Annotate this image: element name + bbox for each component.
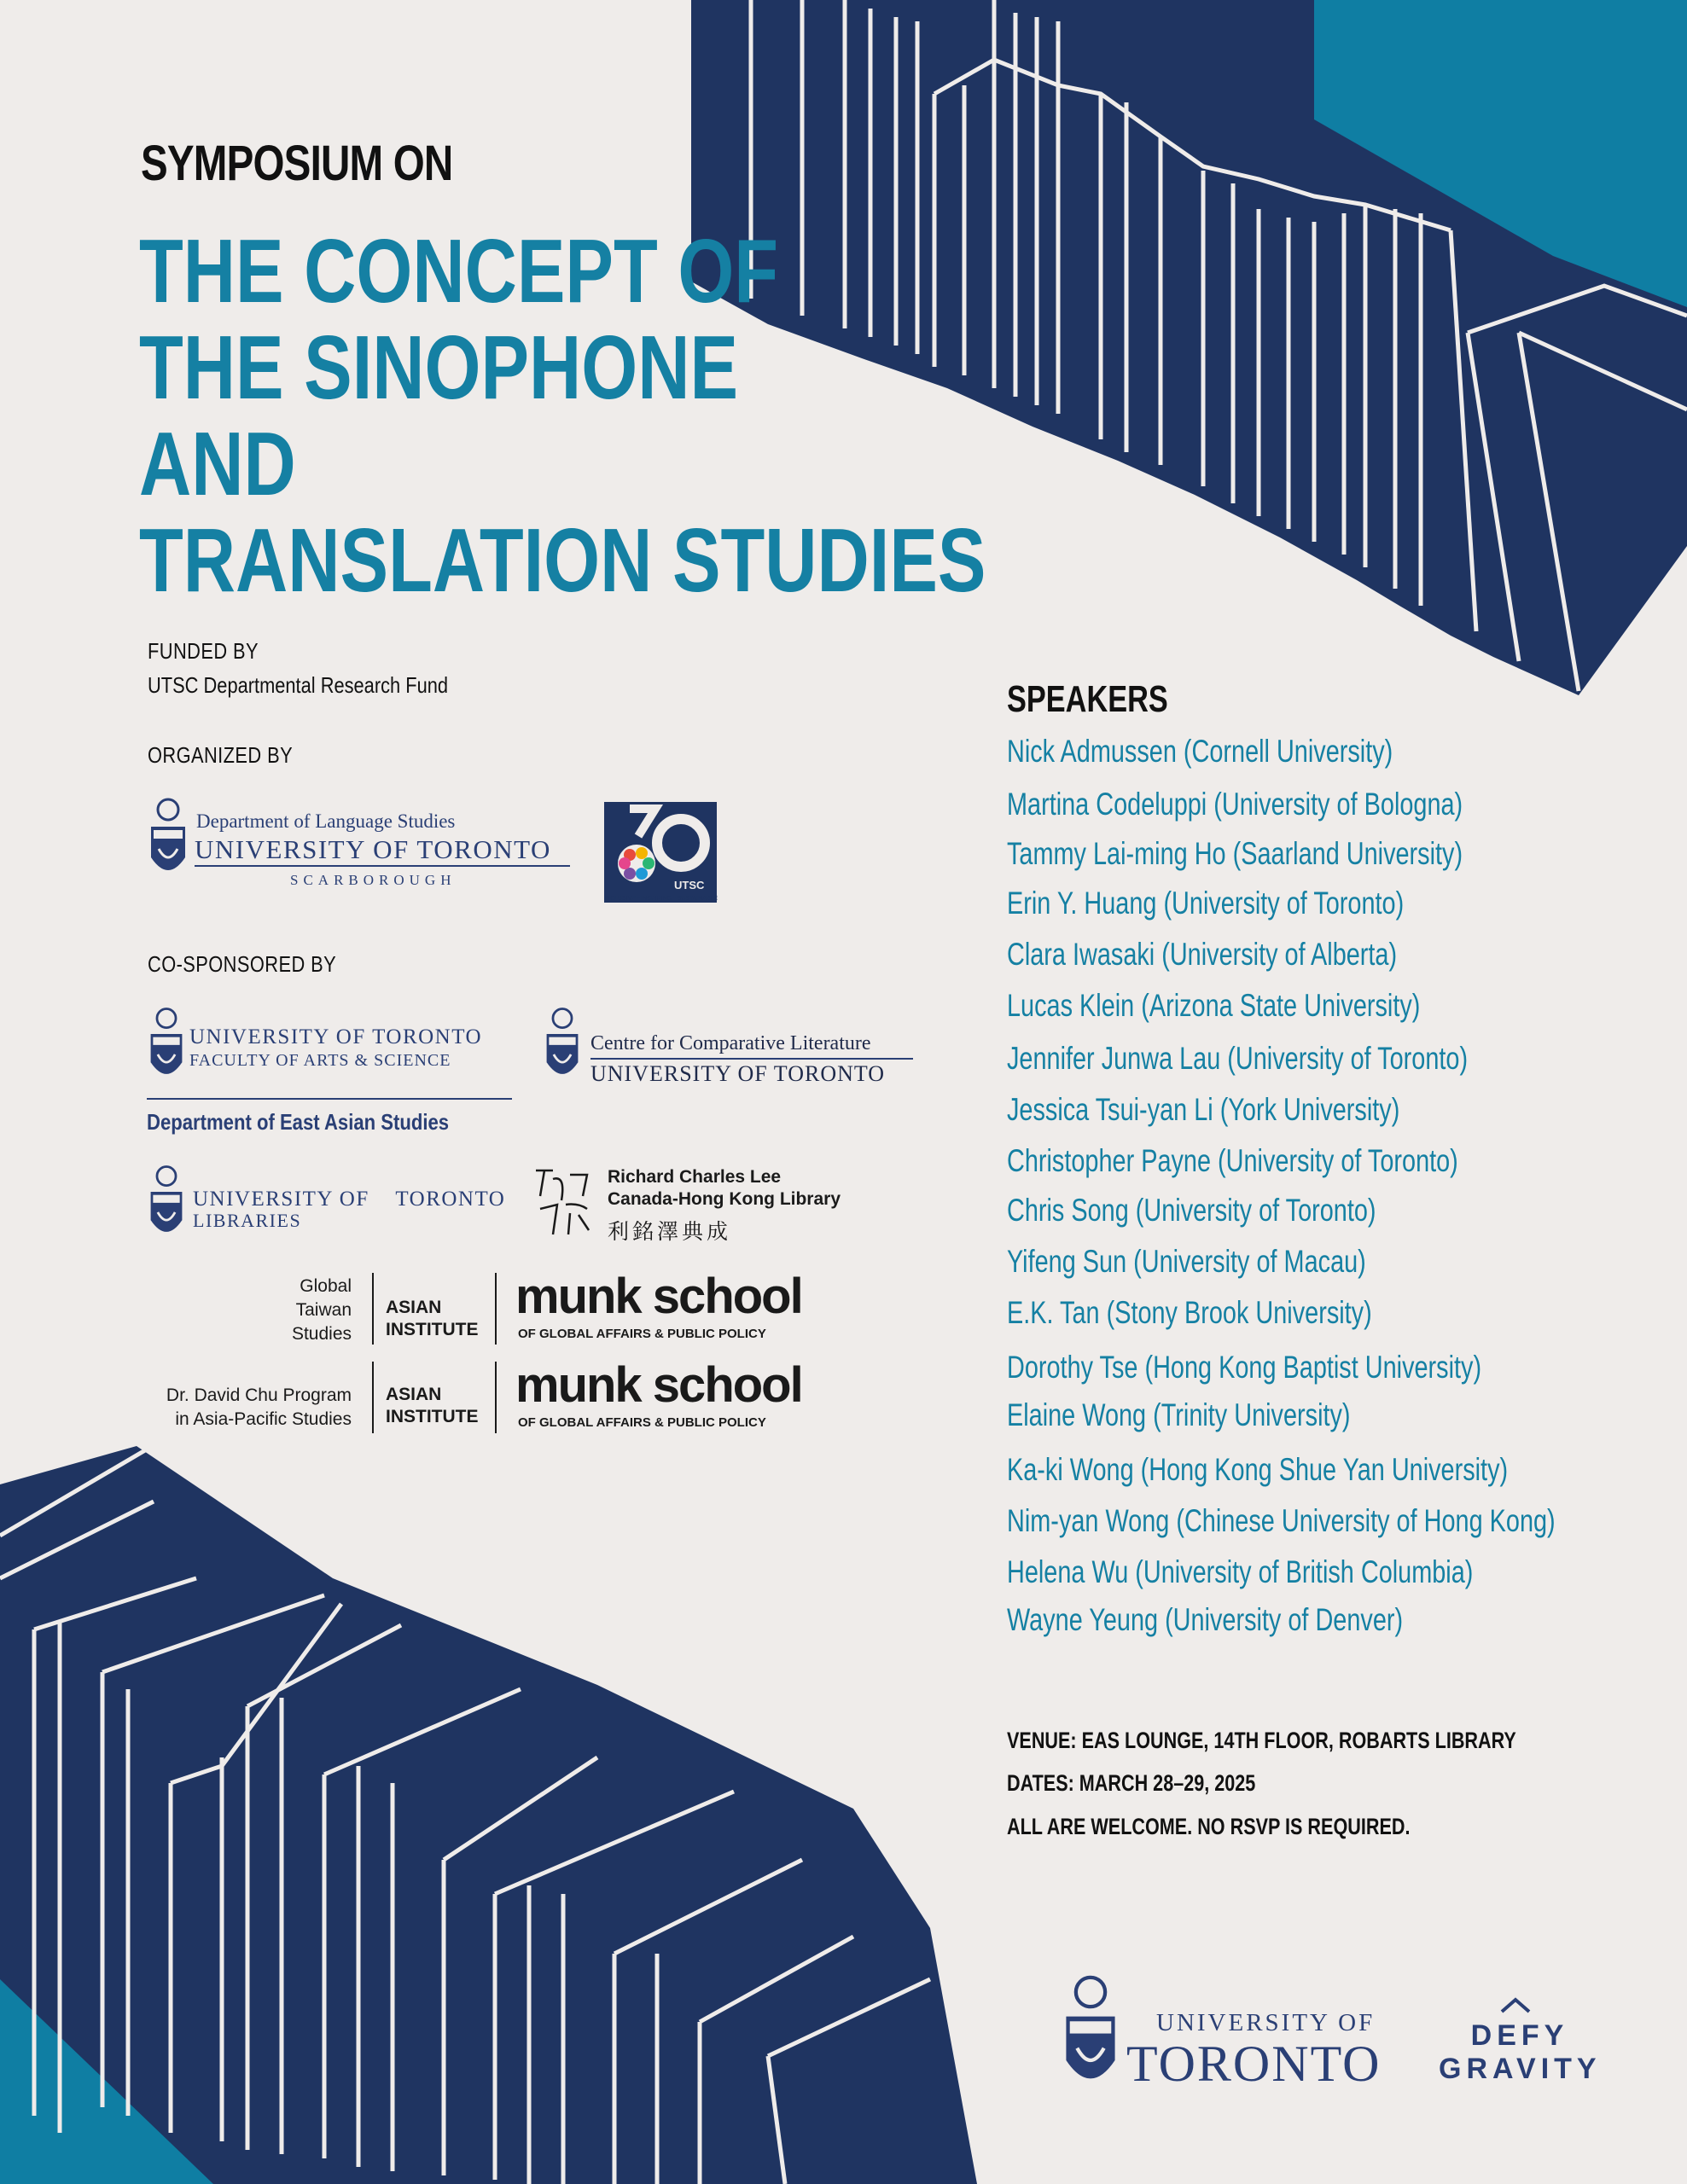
speaker-item: Dorothy Tse (Hong Kong Baptist University)	[1007, 1350, 1482, 1385]
munk1-divider	[372, 1273, 374, 1345]
speaker-item: Elaine Wong (Trinity University)	[1007, 1397, 1351, 1432]
title-line: TRANSLATION STUDIES	[139, 510, 986, 611]
libraries-sub: LIBRARIES	[193, 1210, 302, 1231]
complit-divider	[590, 1058, 913, 1060]
munk1-school: munk school	[515, 1269, 802, 1324]
org-dept-line: Department of Language Studies	[196, 810, 456, 832]
book-stack-bottom	[0, 1446, 977, 2184]
speaker-item: E.K. Tan (Stony Brook University)	[1007, 1295, 1372, 1330]
speaker-item: Clara Iwasaki (University of Alberta)	[1007, 937, 1398, 972]
speaker-item: Nim-yan Wong (Chinese University of Hong Kong)	[1007, 1503, 1556, 1538]
uoft-crest-icon	[543, 1007, 582, 1090]
speaker-item: Yifeng Sun (University of Macau)	[1007, 1244, 1366, 1279]
speaker-item: Jennifer Junwa Lau (University of Toronto)	[1007, 1041, 1469, 1076]
uoft-crest-icon	[147, 798, 189, 887]
speaker-item: Chris Song (University of Toronto)	[1007, 1193, 1376, 1228]
munk2-divider	[372, 1362, 374, 1433]
footer-uni-big: TORONTO	[1126, 2036, 1382, 2092]
artsci-dept: Department of East Asian Studies	[147, 1109, 450, 1135]
speaker-item: Martina Codeluppi (University of Bologna)	[1007, 787, 1463, 822]
uoft-crest-icon	[147, 1165, 186, 1248]
munk2-school: munk school	[515, 1357, 802, 1413]
speakers-heading: SPEAKERS	[1007, 678, 1168, 720]
org-uni-line: UNIVERSITY OF TORONTO	[195, 834, 551, 864]
event-dates: DATES: MARCH 28–29, 2025	[1007, 1770, 1256, 1796]
rcl-chinese: 利銘澤典成	[608, 1220, 732, 1244]
title-line: THE SINOPHONE	[139, 317, 739, 418]
munk1-program	[213, 1275, 352, 1346]
speaker-item: Ka-ki Wong (Hong Kong Shue Yan University)	[1007, 1452, 1509, 1487]
org-campus-line: SCARBOROUGH	[290, 872, 457, 888]
event-venue: VENUE: EAS LOUNGE, 14TH FLOOR, ROBARTS LIBRARY	[1007, 1728, 1516, 1753]
uoft-crest-icon	[1058, 1975, 1123, 2103]
munk2-asian: ASIAN	[386, 1385, 442, 1404]
uoft-crest-icon	[147, 1007, 186, 1090]
funded-by-label: FUNDED BY	[148, 638, 259, 664]
munk1-asian: ASIAN	[386, 1298, 442, 1317]
cosponsored-label: CO-SPONSORED BY	[148, 951, 337, 977]
title-line: AND	[139, 414, 296, 514]
munk2-asian-institute	[386, 1384, 479, 1428]
munk1-program-line: Global	[300, 1276, 352, 1296]
munk1-program-line: Studies	[291, 1324, 352, 1344]
munk2-program-line: in Asia-Pacific Studies	[175, 1409, 352, 1429]
symposium-kicker: SYMPOSIUM ON	[141, 136, 453, 191]
rcl-line1: Richard Charles Lee	[608, 1167, 782, 1187]
speaker-item: Erin Y. Huang (University of Toronto)	[1007, 886, 1405, 921]
utsc-badge-label: UTSC	[674, 879, 705, 892]
defy-bottom: GRAVITY	[1439, 2053, 1602, 2085]
complit-centre: Centre for Comparative Literature	[590, 1032, 871, 1054]
munk1-program-line: Taiwan	[295, 1300, 352, 1320]
funded-by-value: UTSC Departmental Research Fund	[148, 672, 449, 698]
munk1-school-sub: OF GLOBAL AFFAIRS & PUBLIC POLICY	[518, 1327, 766, 1341]
speaker-item: Wayne Yeung (University of Denver)	[1007, 1602, 1404, 1637]
org-divider	[195, 865, 570, 867]
title-line: THE CONCEPT OF	[139, 221, 779, 322]
symposium-title	[139, 221, 986, 611]
speaker-item: Christopher Payne (University of Toronto)	[1007, 1143, 1458, 1178]
defy-top: DEFY	[1470, 2019, 1569, 2052]
munk2-program	[137, 1384, 352, 1432]
artsci-faculty: FACULTY OF ARTS & SCIENCE	[189, 1051, 451, 1070]
rcl-library-logo-icon	[527, 1162, 596, 1239]
speaker-item: Lucas Klein (Arizona State University)	[1007, 988, 1421, 1023]
rcl-line2: Canada-Hong Kong Library	[608, 1189, 841, 1209]
event-note: ALL ARE WELCOME. NO RSVP IS REQUIRED.	[1007, 1814, 1411, 1839]
munk2-program-line: Dr. David Chu Program	[166, 1385, 352, 1405]
munk1-asian-institute	[386, 1297, 479, 1341]
speaker-item: Jessica Tsui-yan Li (York University)	[1007, 1092, 1400, 1127]
utsc-badge-tagline: INCLUSIVE • INSPIRING • SUSTAINABLE	[604, 896, 718, 902]
munk1-institute: INSTITUTE	[386, 1320, 479, 1339]
munk1-divider	[495, 1273, 497, 1345]
artsci-divider	[147, 1098, 512, 1100]
munk2-school-sub: OF GLOBAL AFFAIRS & PUBLIC POLICY	[518, 1415, 766, 1430]
libraries-uni: UNIVERSITY OF TORONTO	[193, 1188, 506, 1211]
organized-by-label: ORGANIZED BY	[148, 742, 294, 768]
munk2-institute: INSTITUTE	[386, 1407, 479, 1426]
chevron-up-icon	[1498, 1996, 1533, 2015]
munk2-divider	[495, 1362, 497, 1433]
speaker-item: Tammy Lai-ming Ho (Saarland University)	[1007, 836, 1463, 871]
footer-uni-top: UNIVERSITY OF	[1156, 2009, 1376, 2036]
artsci-uni: UNIVERSITY OF TORONTO	[189, 1025, 483, 1048]
speaker-item: Nick Admussen (Cornell University)	[1007, 734, 1393, 769]
complit-uni: UNIVERSITY OF TORONTO	[590, 1061, 886, 1086]
speaker-item: Helena Wu (University of British Columbia)	[1007, 1554, 1474, 1589]
